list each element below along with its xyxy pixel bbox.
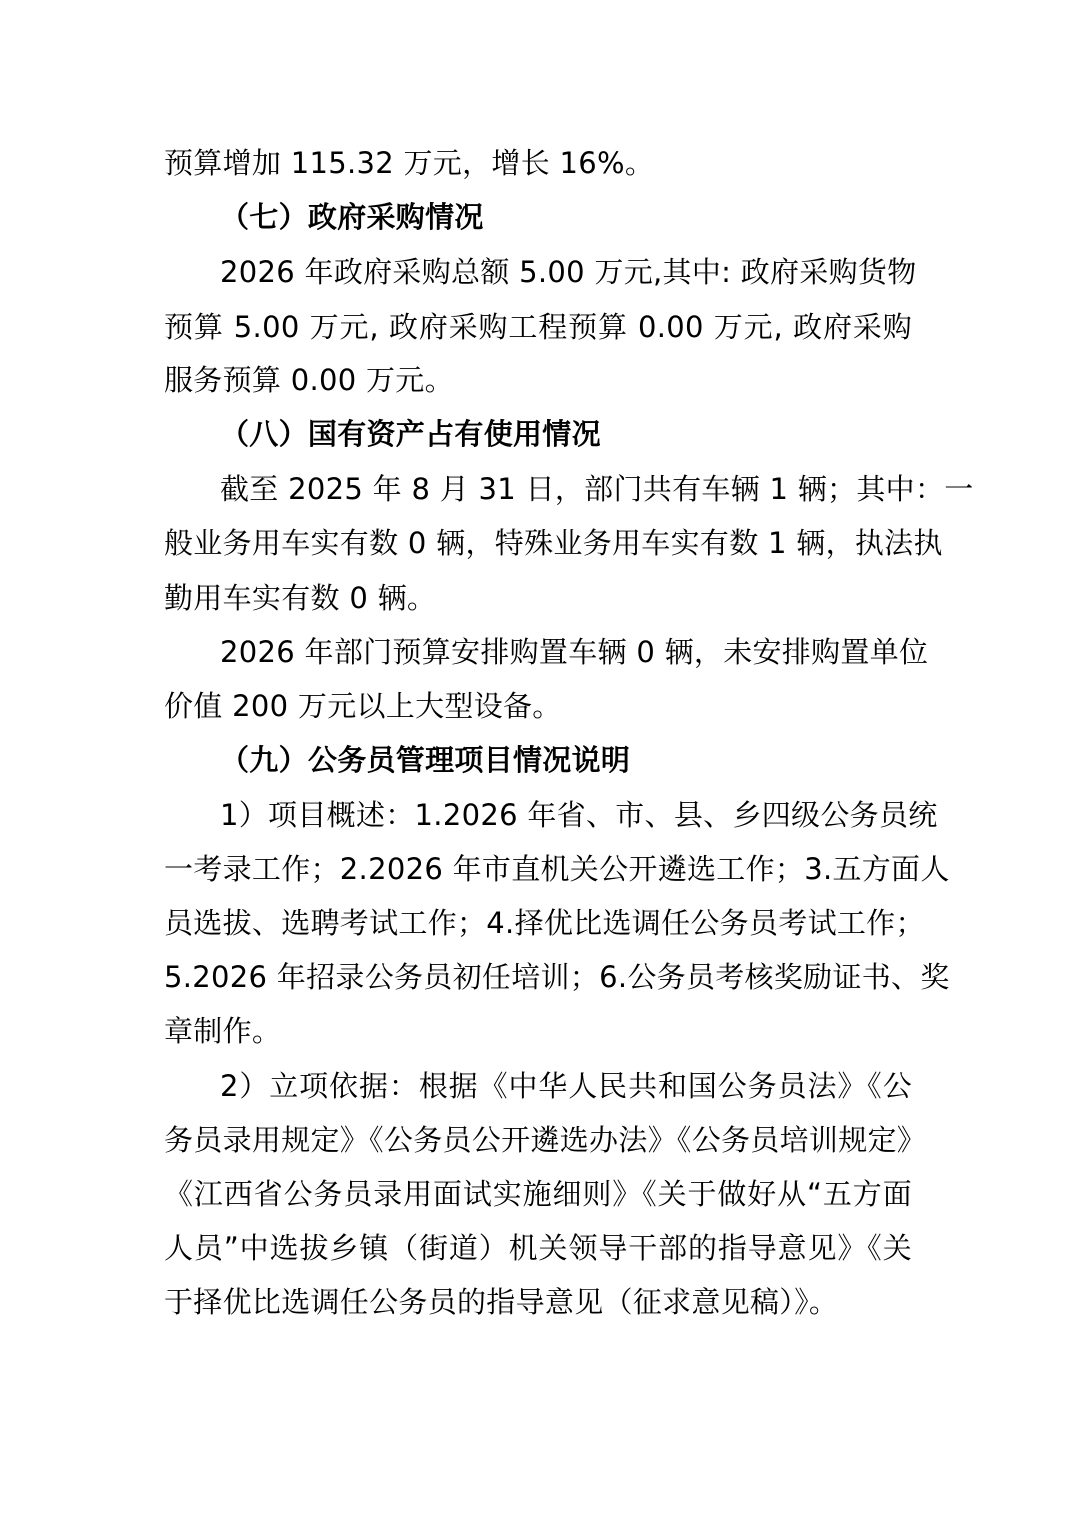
item2-text-line-2: 务员录用规定》《公务员公开遴选办法》《公务员培训规定》 <box>164 1123 927 1157</box>
assets-text-line-3: 勤用车实有数 0 辆。 <box>164 581 437 615</box>
section-heading-civil-servant: （九）公务员管理项目情况说明 <box>220 743 631 777</box>
procurement-text-line-2: 预算 5.00 万元, 政府采购工程预算 0.00 万元, 政府采购 <box>164 310 912 344</box>
item2-text-line-5: 于择优比选调任公务员的指导意见（征求意见稿）》。 <box>164 1285 839 1319</box>
item1-text-line-3: 员选拔、选聘考试工作；4.择优比选调任公务员考试工作； <box>164 906 925 940</box>
item1-text-line-5: 章制作。 <box>164 1014 282 1048</box>
section-heading-assets: （八）国有资产占有使用情况 <box>220 417 601 451</box>
procurement-text-line-3: 服务预算 0.00 万元。 <box>164 363 454 397</box>
item2-text-line-4: 人员”中选拔乡镇（街道）机关领导干部的指导意见》《关 <box>164 1231 912 1265</box>
procurement-text-line-1: 2026 年政府采购总额 5.00 万元,其中: 政府采购货物 <box>220 255 917 289</box>
assets-text-line-4: 2026 年部门预算安排购置车辆 0 辆，未安排购置单位 <box>220 635 929 669</box>
assets-text-line-5: 价值 200 万元以上大型设备。 <box>164 689 562 723</box>
item2-text-line-1: 2）立项依据：根据《中华人民共和国公务员法》《公 <box>220 1069 912 1103</box>
item2-text-line-3: 《江西省公务员录用面试实施细则》《关于做好从“五方面 <box>164 1177 912 1211</box>
assets-text-line-1: 截至 2025 年 8 月 31 日，部门共有车辆 1 辆；其中：一 <box>220 472 974 506</box>
item1-text-line-1: 1）项目概述：1.2026 年省、市、县、乡四级公务员统 <box>220 798 938 832</box>
budget-increase-line: 预算增加 115.32 万元，增长 16%。 <box>164 146 655 180</box>
assets-text-line-2: 般业务用车实有数 0 辆，特殊业务用车实有数 1 辆，执法执 <box>164 526 943 560</box>
section-heading-procurement: （七）政府采购情况 <box>220 200 484 234</box>
item1-text-line-2: 一考录工作；2.2026 年市直机关公开遴选工作；3.五方面人 <box>164 852 950 886</box>
item1-text-line-4: 5.2026 年招录公务员初任培训；6.公务员考核奖励证书、奖 <box>164 960 950 994</box>
